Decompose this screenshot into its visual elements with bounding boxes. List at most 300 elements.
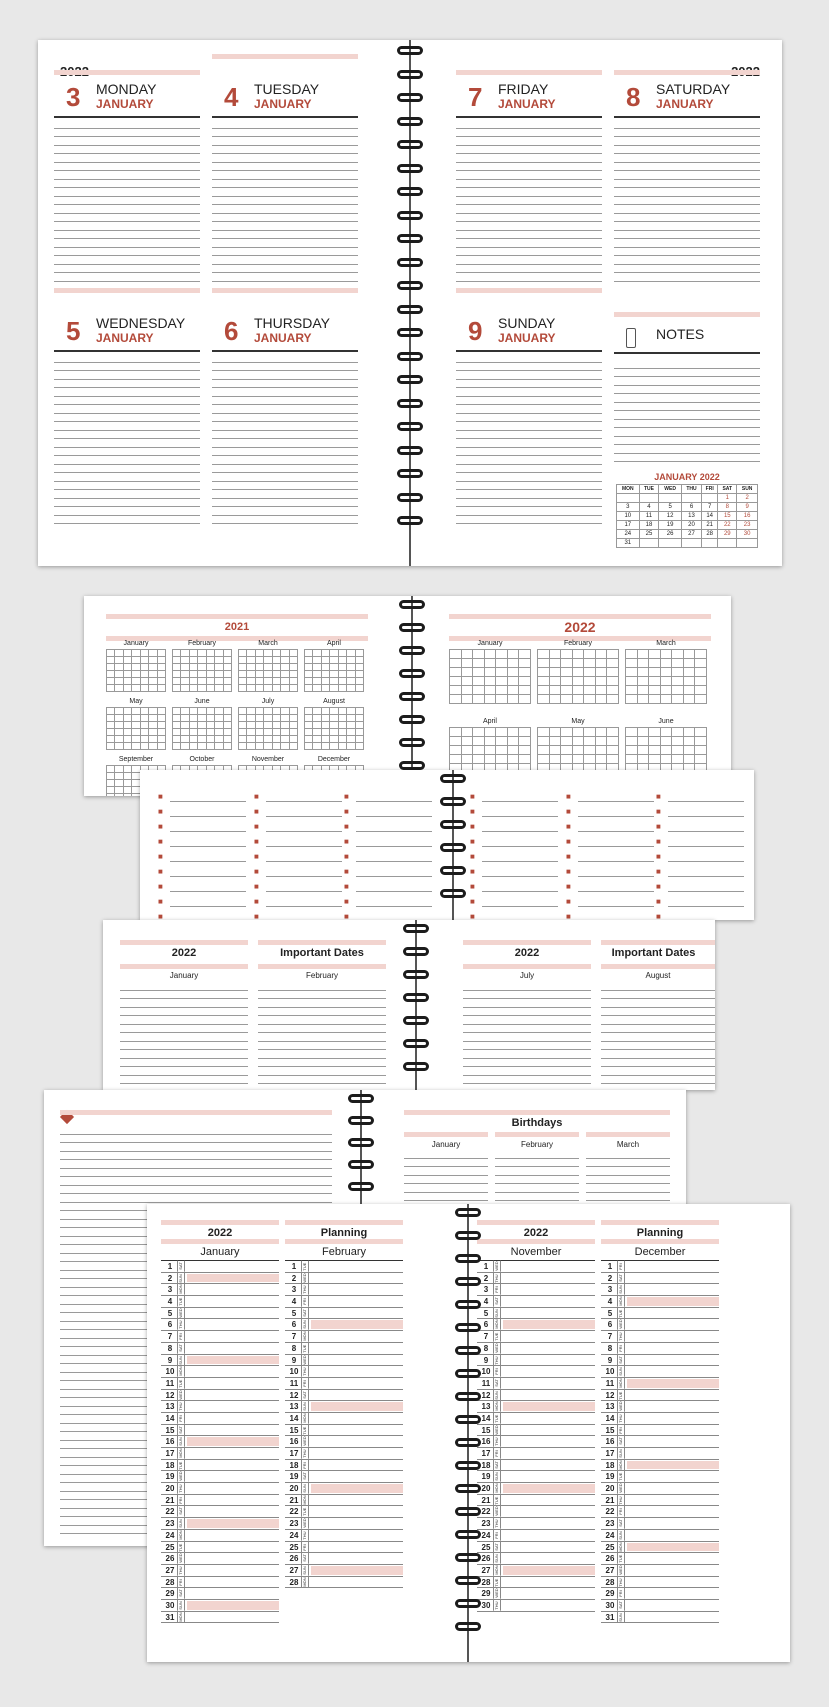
planning-day-row[interactable] xyxy=(161,1436,279,1448)
weekday-label: MON xyxy=(618,1542,623,1552)
day-number: 28 xyxy=(165,1577,175,1587)
spiral-ring xyxy=(403,924,429,933)
planning-day-row[interactable] xyxy=(285,1471,403,1483)
spiral-ring xyxy=(455,1461,481,1470)
planning-day-row[interactable] xyxy=(601,1308,719,1320)
planning-day-row[interactable] xyxy=(161,1483,279,1495)
planning-day-row[interactable] xyxy=(161,1331,279,1343)
planning-day-row[interactable] xyxy=(161,1273,279,1285)
contact-field[interactable] xyxy=(344,882,432,892)
contact-icon: ■ xyxy=(656,852,661,861)
planning-day-row[interactable] xyxy=(477,1343,595,1355)
planning-day-row[interactable] xyxy=(477,1296,595,1308)
planning-day-row[interactable] xyxy=(285,1542,403,1554)
planning-day-row[interactable] xyxy=(601,1588,719,1600)
contact-field[interactable] xyxy=(566,882,654,892)
weekday-label: WED xyxy=(494,1425,499,1435)
planning-day-row[interactable] xyxy=(601,1448,719,1460)
planning-day-row[interactable] xyxy=(477,1588,595,1600)
planning-day-row[interactable] xyxy=(477,1483,595,1495)
planning-header: Planning xyxy=(320,1227,368,1239)
writing-lines[interactable] xyxy=(614,120,760,282)
contact-field[interactable] xyxy=(158,882,246,892)
writing-lines[interactable] xyxy=(456,120,602,282)
planning-day-row[interactable] xyxy=(477,1378,595,1390)
contact-field[interactable] xyxy=(254,807,342,817)
planning-day-row[interactable] xyxy=(285,1553,403,1565)
planning-day-row[interactable] xyxy=(477,1542,595,1554)
contact-field[interactable] xyxy=(254,837,342,847)
spiral-ring xyxy=(440,866,466,875)
calendar-day: 17 xyxy=(617,521,640,530)
planning-day-row[interactable] xyxy=(285,1530,403,1542)
calendar-day xyxy=(659,494,682,503)
contact-field[interactable] xyxy=(656,837,744,847)
weekday-header: FRI xyxy=(702,485,718,494)
calendar-day: 15 xyxy=(718,512,737,521)
day-block xyxy=(54,288,200,518)
planning-day-row[interactable] xyxy=(477,1518,595,1530)
contact-field[interactable] xyxy=(470,882,558,892)
planning-day-row[interactable] xyxy=(477,1413,595,1425)
planning-day-row[interactable] xyxy=(477,1565,595,1577)
planning-day-row[interactable] xyxy=(601,1390,719,1402)
planning-day-row[interactable] xyxy=(601,1495,719,1507)
planning-day-row[interactable] xyxy=(161,1296,279,1308)
day-number: 14 xyxy=(605,1413,615,1423)
planning-day-row[interactable] xyxy=(477,1553,595,1565)
day-number: 9 xyxy=(167,1355,173,1365)
birthday-month-3: March xyxy=(616,1140,640,1149)
day-number: 13 xyxy=(289,1402,299,1412)
contact-icon: ■ xyxy=(656,867,661,876)
contact-field[interactable] xyxy=(344,852,432,862)
planning-day-row[interactable] xyxy=(285,1366,403,1378)
contact-field[interactable] xyxy=(254,897,342,907)
contact-icon: ■ xyxy=(656,912,661,920)
contact-field[interactable] xyxy=(470,822,558,832)
weekday-label: SAT xyxy=(618,1519,623,1528)
contact-icon: ■ xyxy=(566,897,571,906)
weekday-label: THU xyxy=(302,1367,307,1376)
spiral-ring xyxy=(348,1182,374,1191)
spiral-ring xyxy=(397,187,423,196)
contact-icon: ■ xyxy=(566,807,571,816)
planning-day-row[interactable] xyxy=(601,1553,719,1565)
contact-field[interactable] xyxy=(344,897,432,907)
day-number: 22 xyxy=(605,1507,615,1517)
calendar-day xyxy=(718,539,737,548)
contact-field[interactable] xyxy=(656,852,744,862)
planning-day-row[interactable] xyxy=(161,1600,279,1612)
contact-icon: ■ xyxy=(158,882,163,891)
contact-field[interactable] xyxy=(158,792,246,802)
planning-day-row[interactable] xyxy=(477,1355,595,1367)
contact-field[interactable] xyxy=(566,897,654,907)
day-block xyxy=(212,54,358,284)
planning-day-row[interactable] xyxy=(285,1448,403,1460)
planning-day-row[interactable] xyxy=(161,1471,279,1483)
contact-icon: ■ xyxy=(566,852,571,861)
planning-day-row[interactable] xyxy=(477,1284,595,1296)
planning-day-row[interactable] xyxy=(477,1401,595,1413)
planning-day-row[interactable] xyxy=(285,1378,403,1390)
planning-day-row[interactable] xyxy=(161,1355,279,1367)
weekday-label: TUE xyxy=(618,1472,623,1481)
writing-lines[interactable] xyxy=(212,120,358,282)
planning-day-row[interactable] xyxy=(285,1261,403,1273)
calendar-day: 26 xyxy=(659,530,682,539)
planning-day-row[interactable] xyxy=(477,1319,595,1331)
planning-day-row[interactable] xyxy=(161,1612,279,1624)
contact-field[interactable] xyxy=(158,807,246,817)
planning-day-row[interactable] xyxy=(477,1460,595,1472)
day-number: 8 xyxy=(626,82,641,112)
planning-day-row[interactable] xyxy=(285,1355,403,1367)
spiral-ring xyxy=(403,1016,429,1025)
planning-day-row[interactable] xyxy=(477,1495,595,1507)
planning-day-row[interactable] xyxy=(601,1355,719,1367)
day-number: 4 xyxy=(224,82,239,112)
contact-field[interactable] xyxy=(470,867,558,877)
day-number: 27 xyxy=(165,1565,175,1575)
planning-day-row[interactable] xyxy=(161,1308,279,1320)
contact-field[interactable] xyxy=(158,867,246,877)
contact-field[interactable] xyxy=(254,867,342,877)
calendar-day: 18 xyxy=(639,521,659,530)
day-block xyxy=(614,54,760,284)
day-number: 5 xyxy=(66,316,81,346)
planning-day-row[interactable] xyxy=(601,1261,719,1273)
contact-icon: ■ xyxy=(344,867,349,876)
planning-day-row[interactable] xyxy=(285,1319,403,1331)
planning-day-row[interactable] xyxy=(161,1577,279,1589)
contact-field[interactable] xyxy=(254,822,342,832)
planning-day-row[interactable] xyxy=(285,1565,403,1577)
planning-day-row[interactable] xyxy=(601,1319,719,1331)
contact-field[interactable] xyxy=(158,852,246,862)
contact-icon: ■ xyxy=(470,912,475,920)
planning-day-row[interactable] xyxy=(285,1343,403,1355)
month-calendar xyxy=(172,640,232,692)
planning-day-row[interactable] xyxy=(477,1273,595,1285)
contact-field[interactable] xyxy=(158,897,246,907)
planning-day-row[interactable] xyxy=(601,1296,719,1308)
contact-field[interactable] xyxy=(254,852,342,862)
calendar-day: 1 xyxy=(718,494,737,503)
planning-day-row[interactable] xyxy=(477,1425,595,1437)
planning-day-row[interactable] xyxy=(601,1284,719,1296)
contact-field[interactable] xyxy=(158,822,246,832)
planning-day-row[interactable] xyxy=(161,1460,279,1472)
day-number: 7 xyxy=(291,1332,297,1342)
day-number: 17 xyxy=(289,1449,299,1458)
contact-field[interactable] xyxy=(656,792,744,802)
weekday-label: TUE xyxy=(302,1344,307,1353)
planning-day-row[interactable] xyxy=(161,1390,279,1402)
planning-day-row[interactable] xyxy=(601,1518,719,1530)
planning-day-row[interactable] xyxy=(477,1506,595,1518)
contact-field[interactable] xyxy=(656,822,744,832)
day-number: 29 xyxy=(605,1589,615,1599)
planning-day-row[interactable] xyxy=(601,1612,719,1624)
planning-day-row[interactable] xyxy=(601,1273,719,1285)
planning-day-row[interactable] xyxy=(161,1378,279,1390)
contact-field[interactable] xyxy=(344,792,432,802)
day-number: 1 xyxy=(167,1262,173,1271)
planning-day-row[interactable] xyxy=(161,1506,279,1518)
weekday-label: THU xyxy=(302,1285,307,1294)
planning-day-row[interactable] xyxy=(161,1588,279,1600)
planning-month xyxy=(477,1220,595,1612)
month-name: June xyxy=(194,698,210,705)
month-name: June xyxy=(658,718,674,725)
contact-field[interactable] xyxy=(470,837,558,847)
spiral-ring xyxy=(348,1138,374,1147)
planning-day-row[interactable] xyxy=(161,1413,279,1425)
day-number: 14 xyxy=(289,1413,299,1423)
day-number: 6 xyxy=(224,316,239,346)
month-name: July xyxy=(261,698,275,705)
planning-day-row[interactable] xyxy=(161,1448,279,1460)
contact-field[interactable] xyxy=(470,792,558,802)
spiral-ring xyxy=(397,70,423,79)
day-number: 26 xyxy=(165,1554,175,1564)
planning-day-row[interactable] xyxy=(601,1577,719,1589)
planning-day-row[interactable] xyxy=(161,1366,279,1378)
weekday-label: SUN xyxy=(494,1308,499,1318)
contact-field[interactable] xyxy=(344,837,432,847)
planning-day-row[interactable] xyxy=(161,1518,279,1530)
planning-day-row[interactable] xyxy=(601,1600,719,1612)
calendar-day: 25 xyxy=(639,530,659,539)
planning-day-row[interactable] xyxy=(161,1319,279,1331)
weekday-label: THU xyxy=(178,1320,183,1329)
day-number: 5 xyxy=(483,1308,489,1318)
day-number: 5 xyxy=(291,1308,297,1318)
planning-day-row[interactable] xyxy=(601,1366,719,1378)
weekday-label: SAT xyxy=(178,1589,183,1598)
day-number: 8 xyxy=(607,1343,613,1353)
weekday-label: TUE xyxy=(302,1507,307,1516)
planning-month-name: January xyxy=(200,1246,240,1258)
contact-field[interactable] xyxy=(344,822,432,832)
planning-day-row[interactable] xyxy=(161,1565,279,1577)
contact-field[interactable] xyxy=(566,912,654,920)
contact-field[interactable] xyxy=(344,912,432,920)
weekday-header: WED xyxy=(659,485,682,494)
planning-month-name: February xyxy=(321,1246,367,1258)
calendar-day xyxy=(681,539,701,548)
writing-lines[interactable] xyxy=(456,354,602,524)
planning-day-row[interactable] xyxy=(477,1600,595,1612)
contact-field[interactable] xyxy=(158,837,246,847)
day-number: 11 xyxy=(289,1378,299,1388)
planning-day-row[interactable] xyxy=(285,1483,403,1495)
weekday-header: TUE xyxy=(639,485,659,494)
planning-day-row[interactable] xyxy=(285,1273,403,1285)
contact-field[interactable] xyxy=(566,837,654,847)
day-number: 23 xyxy=(605,1519,615,1529)
planning-day-row[interactable] xyxy=(285,1425,403,1437)
planning-day-row[interactable] xyxy=(477,1530,595,1542)
planning-day-row[interactable] xyxy=(477,1436,595,1448)
day-number: 23 xyxy=(289,1519,299,1529)
planning-day-row[interactable] xyxy=(477,1261,595,1273)
planning-day-row[interactable] xyxy=(601,1436,719,1448)
spiral-ring xyxy=(397,352,423,361)
contact-field[interactable] xyxy=(470,897,558,907)
weekday-label: WED xyxy=(618,1483,623,1494)
planning-day-row[interactable] xyxy=(601,1425,719,1437)
weekday-label: SUN xyxy=(178,1601,183,1610)
weekday-label: FRI xyxy=(617,1588,625,1599)
planning-header: 2022 xyxy=(523,1227,549,1239)
day-number: 1 xyxy=(291,1262,297,1271)
weekday-label: MON xyxy=(178,1530,183,1540)
important-dates-title-right: Important Dates xyxy=(611,947,696,959)
day-number: 8 xyxy=(291,1343,297,1353)
contact-icon: ■ xyxy=(158,912,163,920)
day-number: 26 xyxy=(605,1554,615,1564)
contact-field[interactable] xyxy=(566,852,654,862)
planning-day-row[interactable] xyxy=(161,1495,279,1507)
planning-day-row[interactable] xyxy=(161,1542,279,1554)
planning-day-row[interactable] xyxy=(161,1425,279,1437)
planning-day-row[interactable] xyxy=(601,1542,719,1554)
planning-day-row[interactable] xyxy=(161,1343,279,1355)
planning-day-row[interactable] xyxy=(285,1331,403,1343)
day-number: 21 xyxy=(289,1495,299,1505)
planning-day-row[interactable] xyxy=(477,1577,595,1589)
planning-day-row[interactable] xyxy=(285,1577,403,1589)
spiral-ring xyxy=(397,140,423,149)
writing-lines[interactable] xyxy=(212,354,358,524)
spiral-ring xyxy=(399,646,425,655)
day-number: 27 xyxy=(605,1565,615,1575)
planning-day-row[interactable] xyxy=(161,1553,279,1565)
contact-field[interactable] xyxy=(656,912,744,920)
planning-day-row[interactable] xyxy=(601,1460,719,1472)
planning-day-row[interactable] xyxy=(601,1378,719,1390)
calendar-day: 6 xyxy=(681,503,701,512)
planning-day-row[interactable] xyxy=(477,1448,595,1460)
contact-icon: ■ xyxy=(656,792,661,801)
planning-day-row[interactable] xyxy=(477,1471,595,1483)
weekday-label: SAT xyxy=(494,1461,499,1469)
planning-day-row[interactable] xyxy=(285,1436,403,1448)
contact-field[interactable] xyxy=(566,822,654,832)
planning-day-row[interactable] xyxy=(161,1530,279,1542)
contact-field[interactable] xyxy=(470,912,558,920)
day-number: 25 xyxy=(481,1542,491,1552)
weekday-label: SUN xyxy=(618,1612,623,1622)
contact-field[interactable] xyxy=(656,897,744,907)
planning-day-row[interactable] xyxy=(477,1308,595,1320)
day-number: 26 xyxy=(289,1554,299,1564)
birthday-month-2: February xyxy=(520,1140,553,1149)
contact-field[interactable] xyxy=(158,912,246,920)
planning-day-row[interactable] xyxy=(601,1413,719,1425)
day-number: 12 xyxy=(165,1390,175,1400)
planning-day-row[interactable] xyxy=(161,1401,279,1413)
month-calendar xyxy=(625,640,707,704)
planning-day-row[interactable] xyxy=(285,1401,403,1413)
contact-field[interactable] xyxy=(656,882,744,892)
contact-field[interactable] xyxy=(344,867,432,877)
contact-field[interactable] xyxy=(470,852,558,862)
planning-day-row[interactable] xyxy=(601,1471,719,1483)
planning-day-row[interactable] xyxy=(285,1506,403,1518)
contact-field[interactable] xyxy=(566,867,654,877)
planning-day-row[interactable] xyxy=(285,1495,403,1507)
day-number: 28 xyxy=(289,1577,299,1587)
planning-day-row[interactable] xyxy=(601,1343,719,1355)
day-number: 27 xyxy=(481,1565,491,1575)
weekday-label: SAT xyxy=(178,1426,183,1434)
day-number: 18 xyxy=(165,1460,175,1470)
planning-day-row[interactable] xyxy=(285,1296,403,1308)
contact-field[interactable] xyxy=(470,807,558,817)
planning-day-row[interactable] xyxy=(161,1261,279,1273)
planning-day-row[interactable] xyxy=(477,1390,595,1402)
contact-field[interactable] xyxy=(566,807,654,817)
contact-field[interactable] xyxy=(566,792,654,802)
day-number: 1 xyxy=(483,1262,489,1271)
weekday-label: MON xyxy=(618,1378,623,1388)
contact-field[interactable] xyxy=(656,807,744,817)
spiral-ring xyxy=(455,1277,481,1286)
calendar-day: 8 xyxy=(718,503,737,512)
writing-lines[interactable] xyxy=(54,120,200,282)
weekday-label: MON xyxy=(618,1460,623,1470)
weekday-label: THU xyxy=(178,1566,183,1575)
contact-field[interactable] xyxy=(254,792,342,802)
planning-day-row[interactable] xyxy=(285,1460,403,1472)
calendar-day: 22 xyxy=(718,521,737,530)
contact-field[interactable] xyxy=(254,882,342,892)
month-name: JANUARY xyxy=(96,97,154,111)
day-number: 4 xyxy=(291,1297,297,1307)
planning-day-row[interactable] xyxy=(601,1506,719,1518)
day-number: 20 xyxy=(605,1484,615,1494)
contact-icon: ■ xyxy=(566,882,571,891)
planning-day-row[interactable] xyxy=(477,1331,595,1343)
planning-day-row[interactable] xyxy=(601,1401,719,1413)
writing-lines[interactable] xyxy=(54,354,200,524)
planning-day-row[interactable] xyxy=(285,1308,403,1320)
month-calendar xyxy=(106,640,166,692)
planning-day-row[interactable] xyxy=(285,1413,403,1425)
weekday-label: SAT xyxy=(618,1437,623,1446)
spiral-ring xyxy=(455,1415,481,1424)
planning-day-row[interactable] xyxy=(285,1518,403,1530)
planning-day-row[interactable] xyxy=(601,1331,719,1343)
planning-day-row[interactable] xyxy=(601,1483,719,1495)
day-number: 7 xyxy=(483,1332,489,1342)
planning-day-row[interactable] xyxy=(601,1530,719,1542)
planning-day-row[interactable] xyxy=(161,1284,279,1296)
planning-day-row[interactable] xyxy=(285,1284,403,1296)
contact-field[interactable] xyxy=(254,912,342,920)
planning-day-row[interactable] xyxy=(601,1565,719,1577)
spiral-ring xyxy=(397,211,423,220)
weekday-label: SUN xyxy=(618,1449,623,1458)
contact-field[interactable] xyxy=(344,807,432,817)
planning-day-row[interactable] xyxy=(285,1390,403,1402)
planning-day-row[interactable] xyxy=(477,1366,595,1378)
contact-field[interactable] xyxy=(656,867,744,877)
